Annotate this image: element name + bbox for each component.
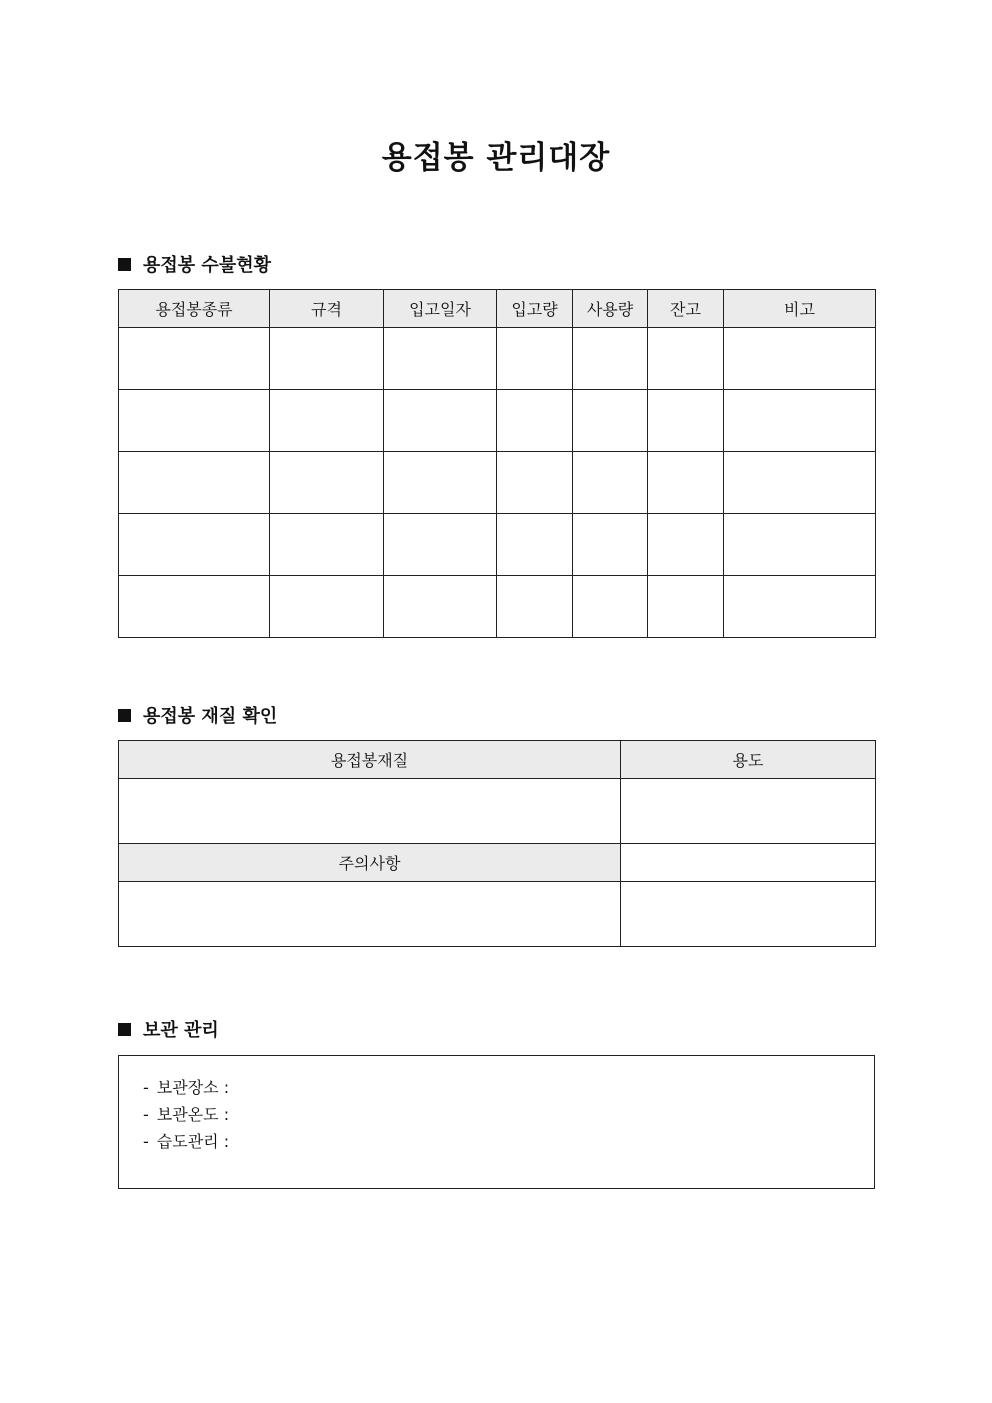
column-header-spec: 규격: [270, 290, 384, 328]
storage-list: [119, 1056, 874, 1155]
square-bullet-icon: [118, 709, 131, 722]
table-cell[interactable]: [384, 452, 497, 514]
list-item: [143, 1074, 874, 1101]
table-cell[interactable]: [497, 390, 573, 452]
column-header-balance: 잔고: [648, 290, 724, 328]
table-cell[interactable]: [270, 328, 384, 390]
column-header-remarks: 비고: [724, 290, 876, 328]
table-cell[interactable]: [648, 328, 724, 390]
caution-side-cell[interactable]: [621, 844, 876, 882]
section-heading-storage: [118, 1017, 219, 1041]
table-cell[interactable]: [724, 452, 876, 514]
table-cell[interactable]: [648, 514, 724, 576]
table-cell[interactable]: [384, 514, 497, 576]
table-cell[interactable]: [648, 452, 724, 514]
table-cell[interactable]: [724, 328, 876, 390]
table-cell[interactable]: [384, 328, 497, 390]
storage-box: [118, 1055, 875, 1189]
table-cell[interactable]: [384, 390, 497, 452]
list-item: [143, 1101, 874, 1128]
table-row: [119, 576, 876, 638]
column-header-date: 입고일자: [384, 290, 497, 328]
section-heading-material: [118, 703, 277, 727]
table-cell[interactable]: [648, 390, 724, 452]
dash-bullet: -: [143, 1132, 149, 1151]
table-cell[interactable]: [119, 452, 270, 514]
square-bullet-icon: [118, 258, 131, 271]
dash-bullet: -: [143, 1105, 149, 1124]
table-cell[interactable]: [497, 452, 573, 514]
caution-header: 주의사항: [119, 844, 621, 882]
table-cell[interactable]: [119, 390, 270, 452]
table-cell[interactable]: [648, 576, 724, 638]
table-cell[interactable]: [497, 576, 573, 638]
section-heading-storage-label: 보관 관리: [143, 1020, 219, 1041]
table-cell[interactable]: [573, 452, 648, 514]
material-table: [118, 740, 876, 947]
section-heading-supply-label: 용접봉 수불현황: [143, 255, 271, 276]
table-cell[interactable]: [573, 328, 648, 390]
table-cell[interactable]: [119, 328, 270, 390]
usage-value-cell[interactable]: [621, 779, 876, 844]
table-cell[interactable]: [270, 514, 384, 576]
humidity-control-label: 습도관리 :: [156, 1132, 230, 1151]
material-value-cell[interactable]: [119, 779, 621, 844]
storage-temperature-label: 보관온도 :: [156, 1105, 230, 1124]
table-row: [119, 514, 876, 576]
document-title: 용접봉 관리대장: [381, 140, 611, 176]
table-row: [119, 328, 876, 390]
supply-table: [118, 289, 876, 638]
table-cell[interactable]: [270, 390, 384, 452]
table-cell[interactable]: [724, 390, 876, 452]
table-cell[interactable]: [497, 328, 573, 390]
table-cell[interactable]: [119, 514, 270, 576]
table-cell[interactable]: [270, 576, 384, 638]
table-cell[interactable]: [724, 576, 876, 638]
storage-location-label: 보관장소 :: [156, 1078, 230, 1097]
caution-value-cell[interactable]: [119, 882, 621, 947]
caution-side-value-cell[interactable]: [621, 882, 876, 947]
table-header-row: [119, 290, 876, 328]
column-header-use-qty: 사용량: [573, 290, 648, 328]
section-heading-material-label: 용접봉 재질 확인: [143, 706, 278, 727]
list-item: [143, 1128, 874, 1155]
material-header: 용접봉재질: [119, 741, 621, 779]
table-cell[interactable]: [384, 576, 497, 638]
table-cell[interactable]: [119, 576, 270, 638]
table-cell[interactable]: [573, 514, 648, 576]
table-cell[interactable]: [497, 514, 573, 576]
table-cell[interactable]: [573, 576, 648, 638]
section-heading-supply: [118, 252, 271, 276]
table-cell[interactable]: [270, 452, 384, 514]
dash-bullet: -: [143, 1078, 149, 1097]
table-row: [119, 452, 876, 514]
usage-header: 용도: [621, 741, 876, 779]
table-cell[interactable]: [724, 514, 876, 576]
column-header-in-qty: 입고량: [497, 290, 573, 328]
square-bullet-icon: [118, 1023, 131, 1036]
table-row: [119, 390, 876, 452]
column-header-type: 용접봉종류: [119, 290, 270, 328]
table-cell[interactable]: [573, 390, 648, 452]
